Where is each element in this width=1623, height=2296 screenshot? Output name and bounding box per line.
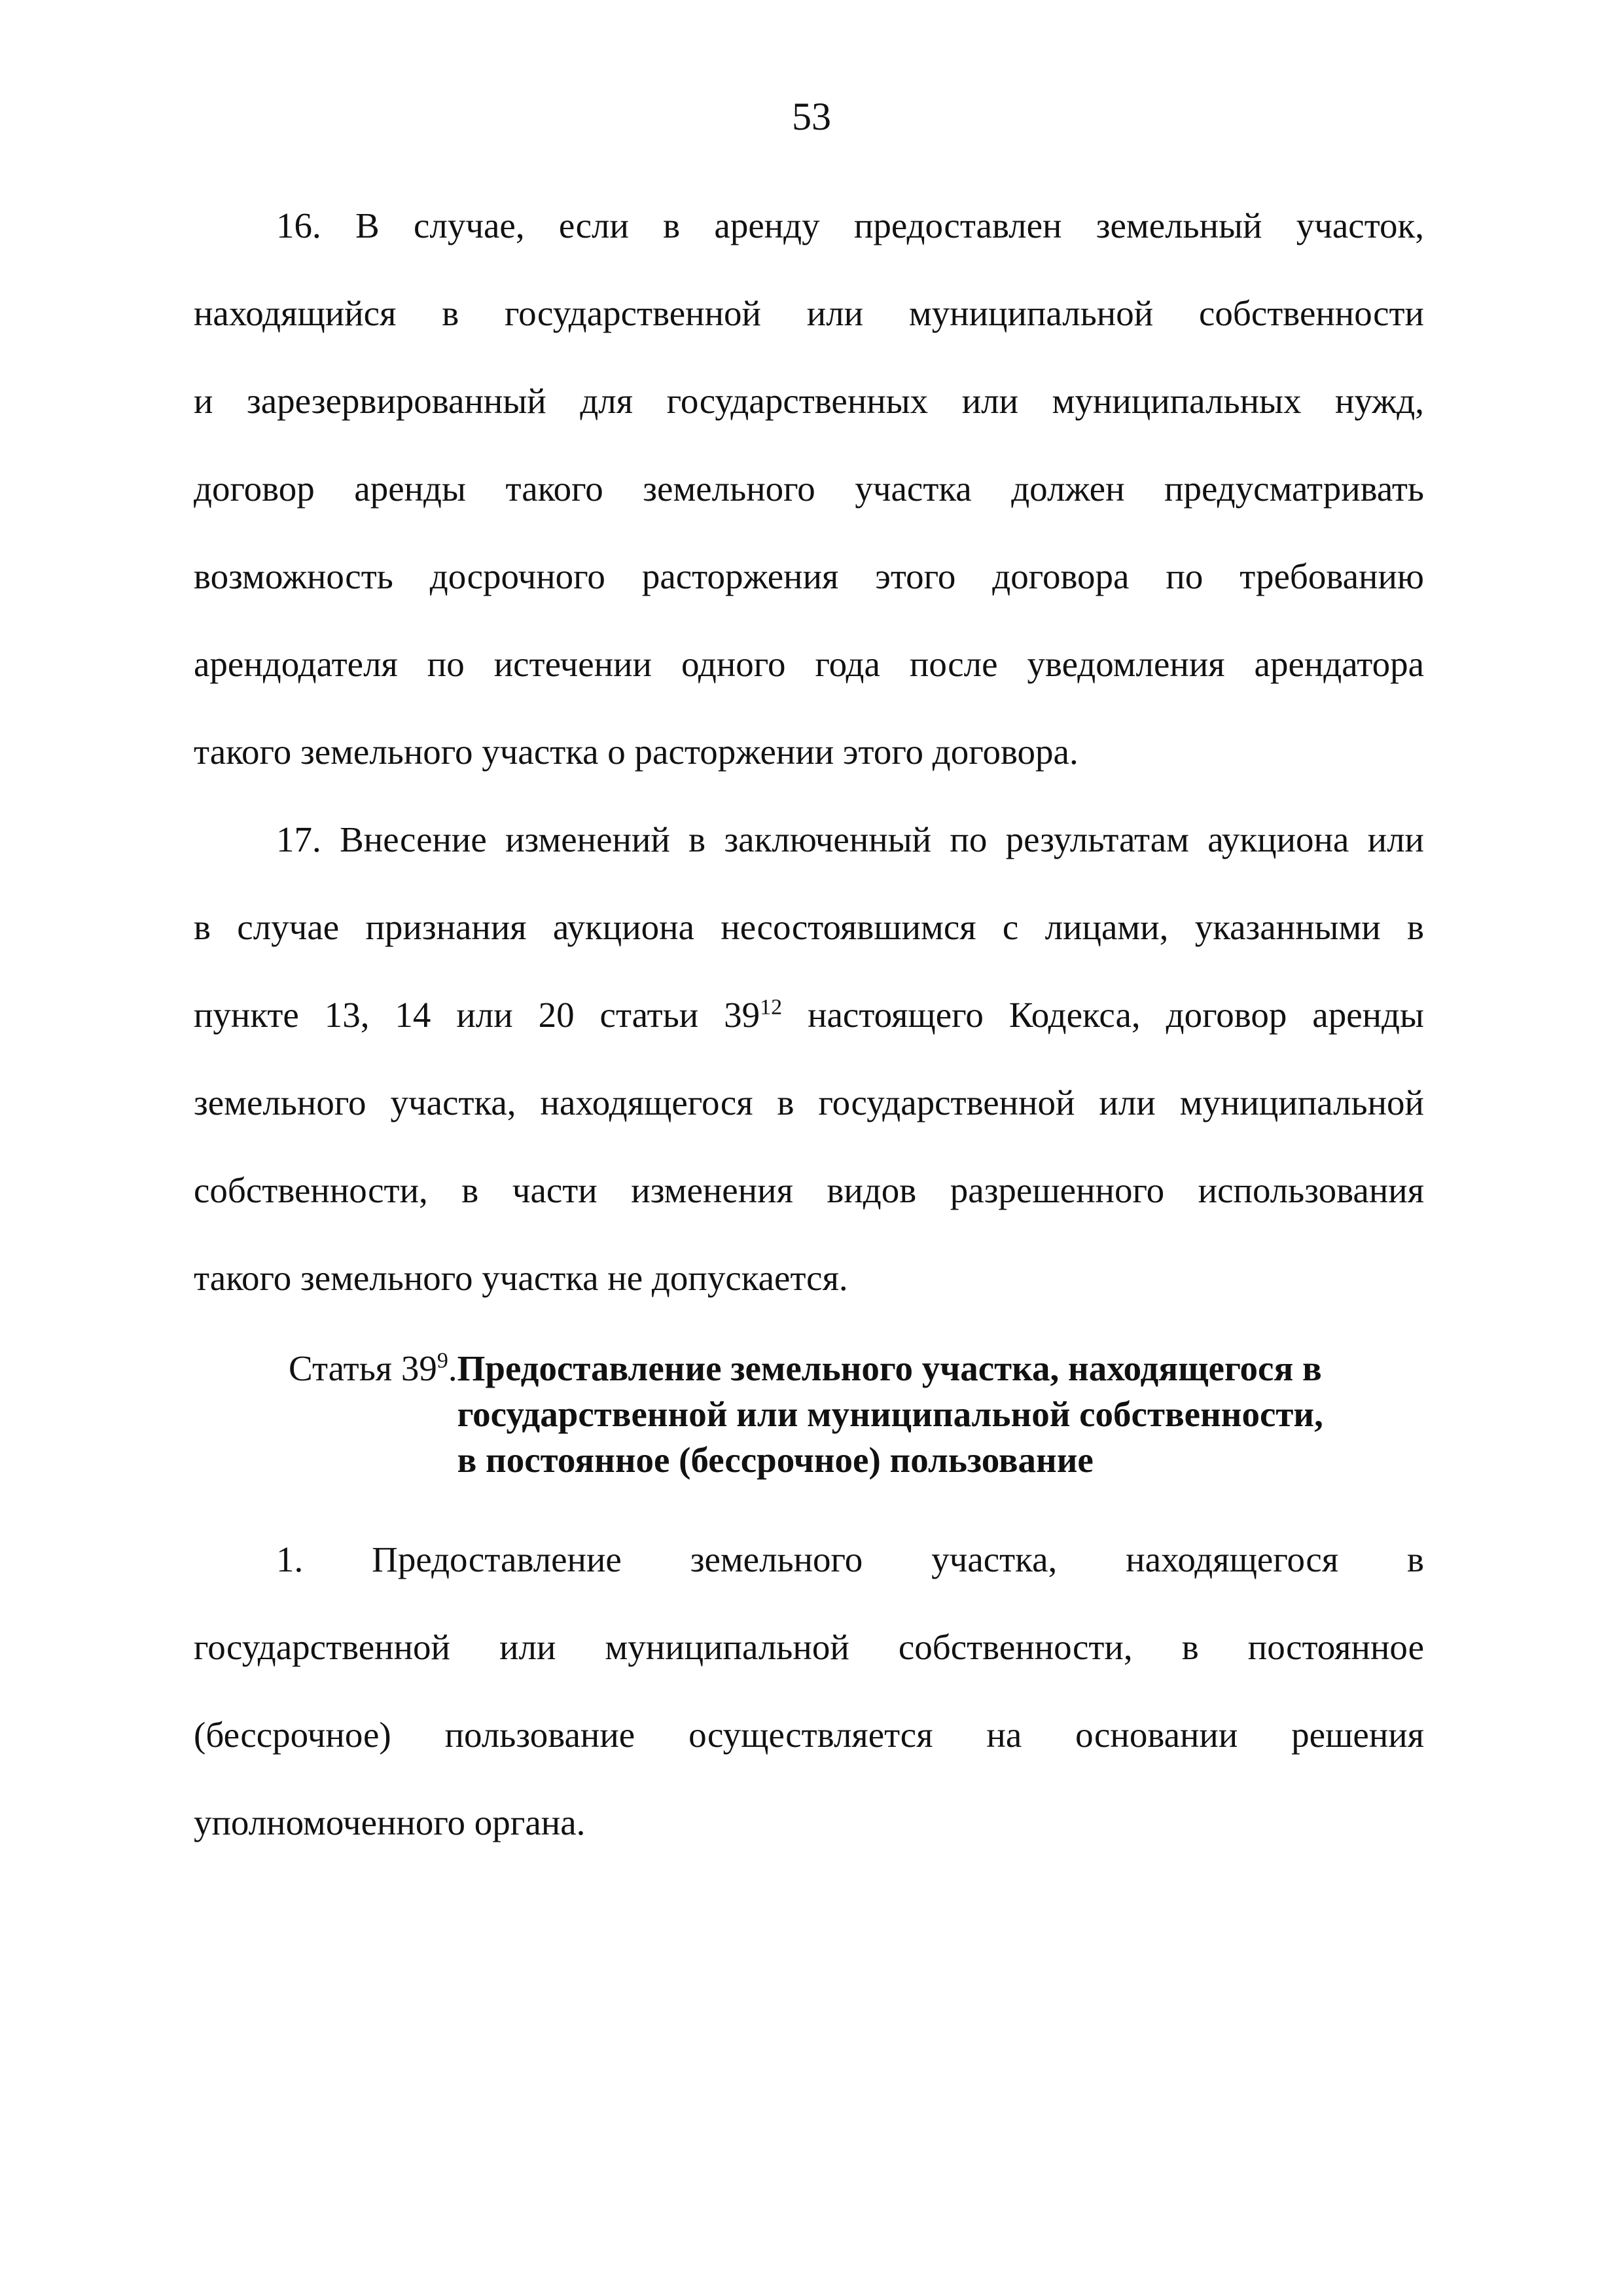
article-label (289, 1346, 457, 1483)
document-body (194, 182, 1424, 1867)
text-line: земельного участка, находящегося в государственной или муниципальной (194, 1083, 1424, 1122)
article-label-punct: . (448, 1348, 457, 1388)
article-title-line: Предоставление земельного участка, находящегося в (457, 1348, 1322, 1388)
article-label-superscript: 9 (437, 1348, 448, 1373)
text-line: и зарезервированный для государственных или муниципальных нужд, (194, 381, 1424, 421)
text-fragment: настоящего Кодекса, договор аренды (782, 995, 1424, 1035)
text-fragment: пункте 13, 14 или 20 статьи 39 (194, 995, 760, 1035)
text-line: 1. Предоставление земельного участка, находящегося в (276, 1539, 1424, 1579)
paragraph-1 (194, 1516, 1424, 1867)
superscript: 12 (760, 995, 783, 1020)
text-line: арендодателя по истечении одного года после уведомления арендатора (194, 644, 1424, 684)
paragraph-17 (194, 796, 1424, 1322)
text-line: (бессрочное) пользование осуществляется на основании решения (194, 1715, 1424, 1755)
article-title (457, 1346, 1400, 1483)
paragraph-16 (194, 182, 1424, 796)
text-line: такого земельного участка о расторжении этого договора. (194, 732, 1079, 772)
article-label-text: Статья 39 (289, 1348, 437, 1388)
text-line: возможность досрочного расторжения этого договора по требованию (194, 556, 1424, 596)
article-title-line: в постоянное (бессрочное) пользование (457, 1440, 1094, 1480)
text-line: договор аренды такого земельного участка должен предусматривать (194, 469, 1424, 509)
text-line: находящийся в государственной или муниципальной собственности (194, 293, 1424, 333)
text-line: в случае признания аукциона несостоявшимся с лицами, указанными в (194, 907, 1424, 947)
text-line: уполномоченного органа. (194, 1803, 586, 1842)
text-line: государственной или муниципальной собственности, в постоянное (194, 1627, 1424, 1667)
text-line: собственности, в части изменения видов разрешенного использования (194, 1170, 1424, 1210)
text-line: 16. В случае, если в аренду предоставлен земельный участок, (276, 206, 1424, 245)
text-line: 17. Внесение изменений в заключенный по результатам аукциона или (276, 819, 1424, 859)
page-number: 53 (792, 95, 831, 138)
article-heading (194, 1346, 1424, 1483)
article-title-line: государственной или муниципальной собственности, (457, 1394, 1323, 1434)
text-line: такого земельного участка не допускается. (194, 1258, 848, 1298)
text-line-with-superscript (194, 971, 1424, 1059)
